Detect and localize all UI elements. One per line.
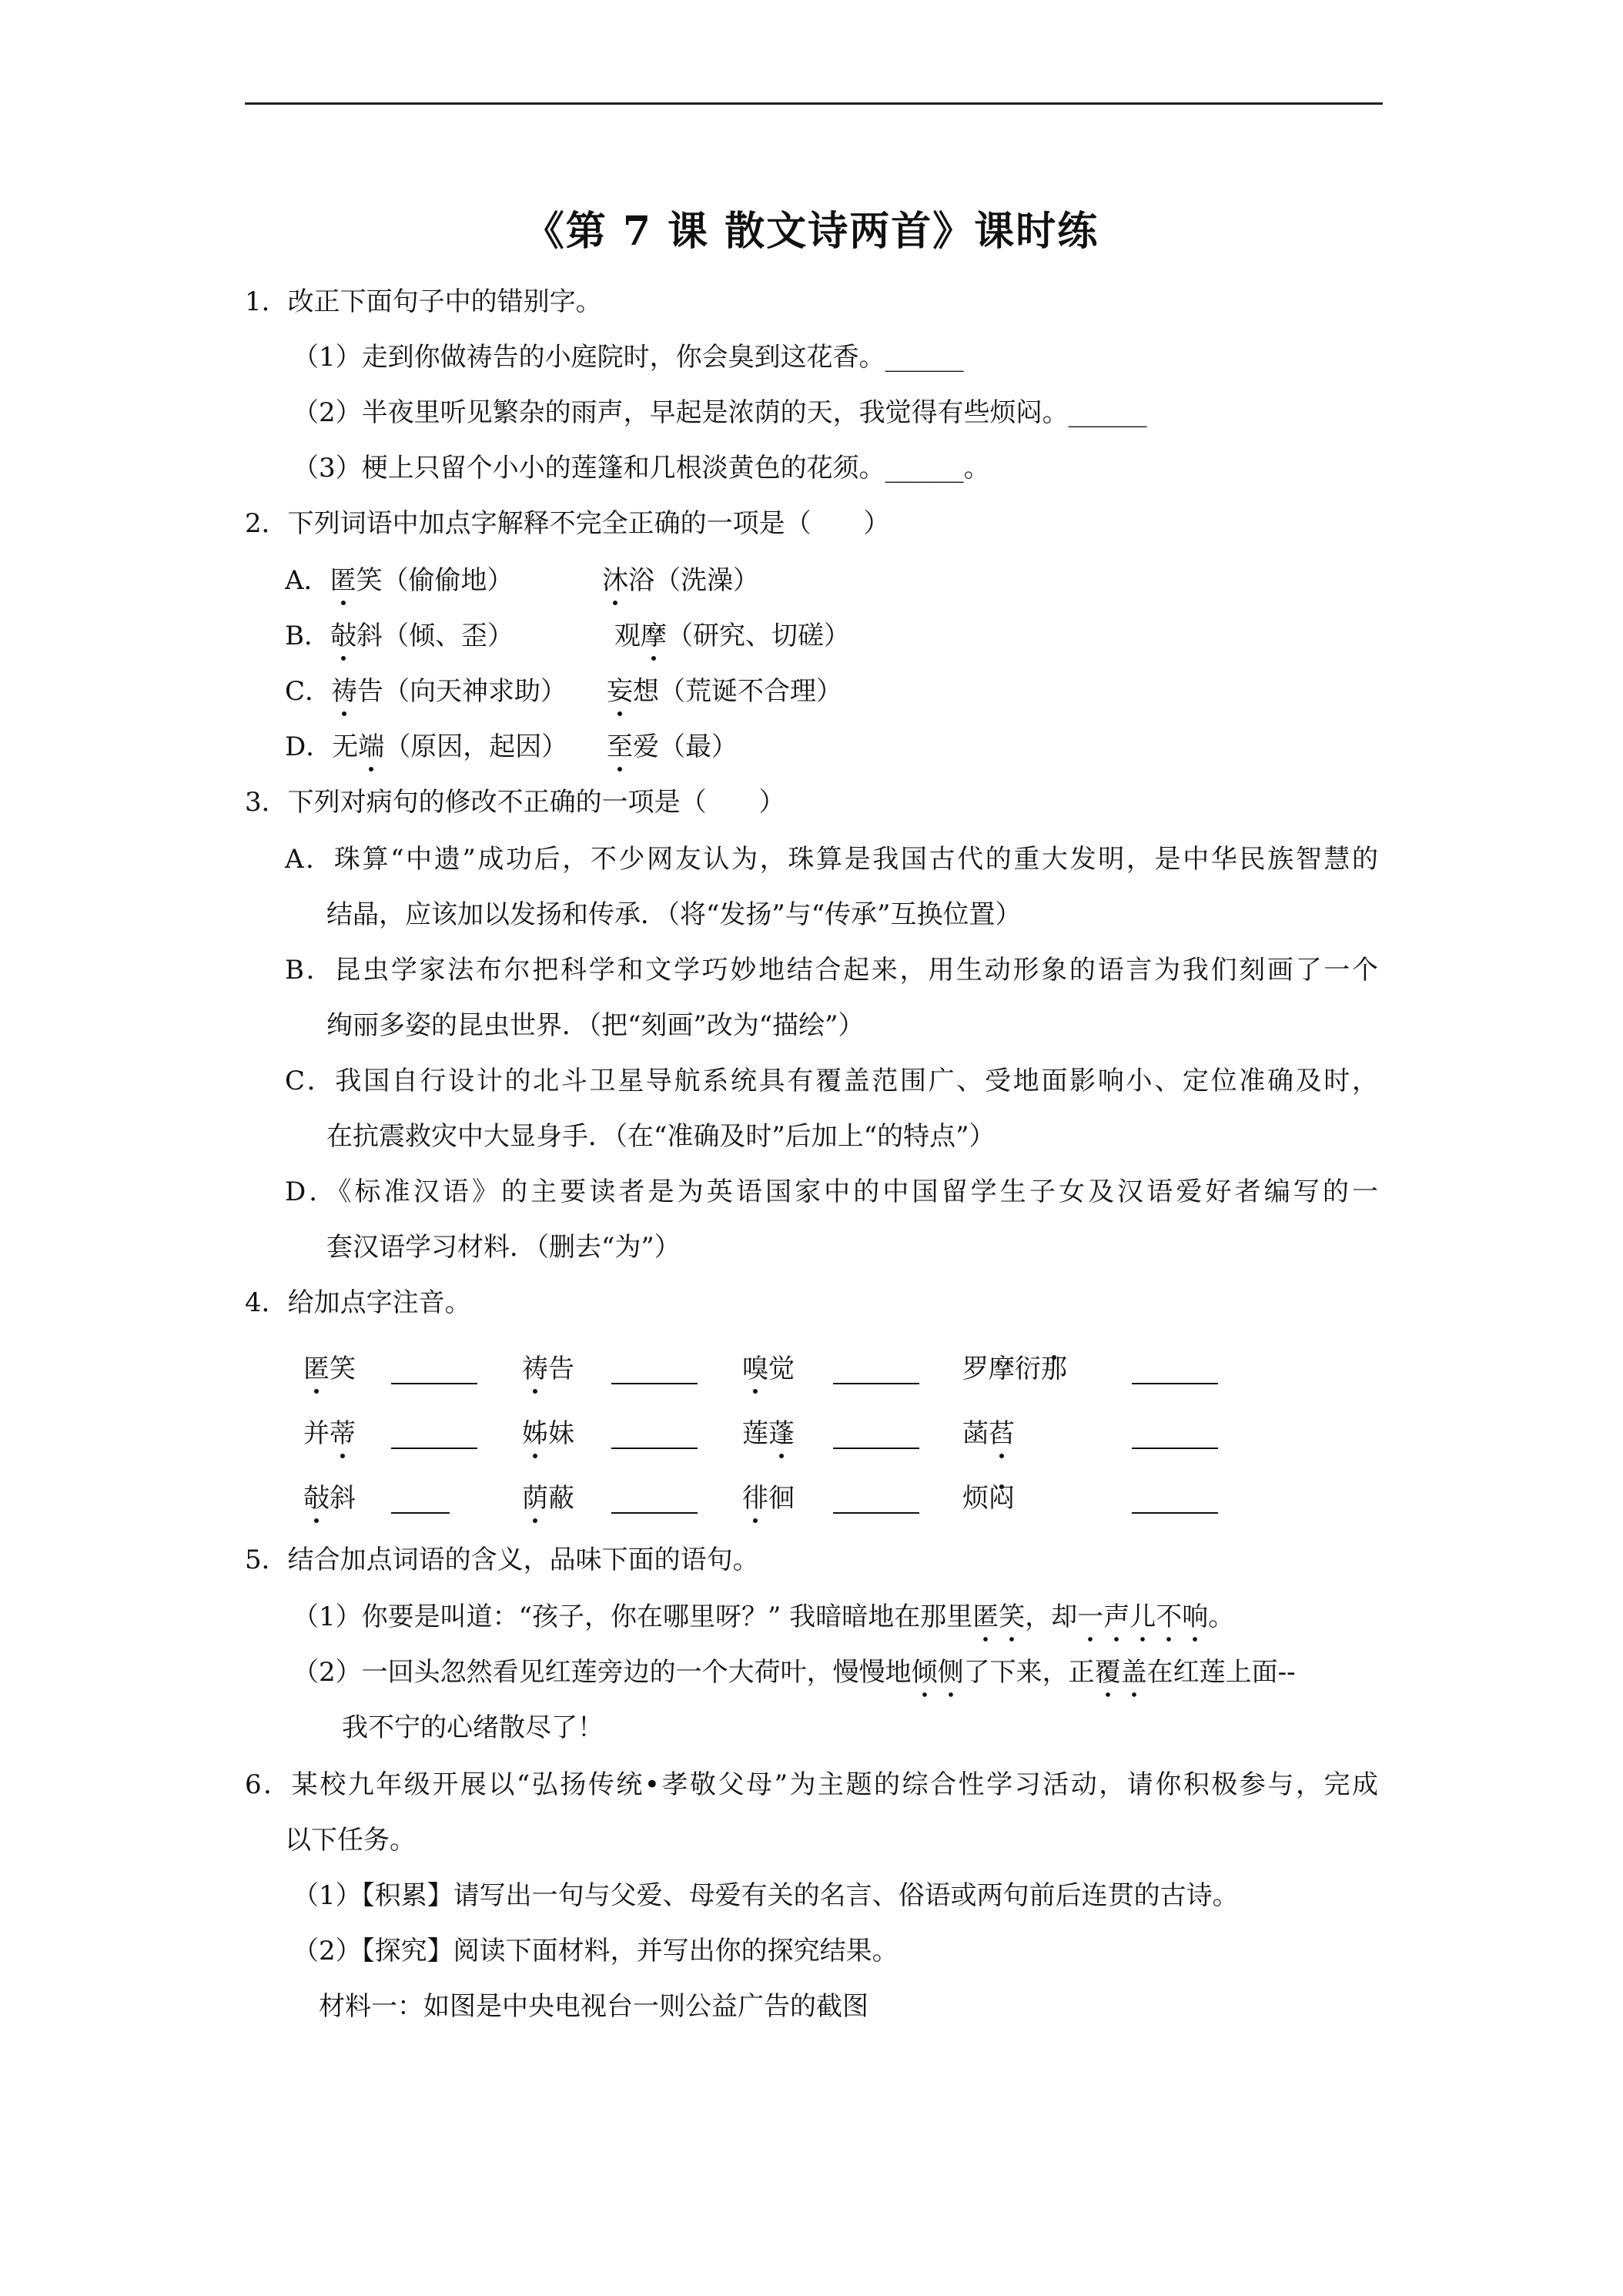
question-5-stem: 5．结合加点词语的含义，品味下面的语句。 bbox=[245, 1545, 759, 1575]
question-2-option-b: B．敧斜（倾、歪） bbox=[285, 621, 514, 651]
pinyin-word: 祷告 bbox=[522, 1354, 574, 1384]
question-6-material-1: 材料一：如图是中央电视台一则公益广告的截图 bbox=[319, 1991, 868, 2022]
dotted-phrase: 倾侧 bbox=[911, 1657, 964, 1688]
question-3-stem: 3．下列对病句的修改不正确的一项是（ ） bbox=[245, 787, 785, 818]
pinyin-word: 荫蔽 bbox=[522, 1483, 574, 1514]
answer-blank[interactable] bbox=[391, 1383, 477, 1384]
question-3-option-c-line2: 在抗震救灾中大显身手．（在“准确及时”后加上“的特点”） bbox=[326, 1121, 996, 1152]
pinyin-word: 匿笑 bbox=[303, 1354, 356, 1384]
question-4-stem: 4．给加点字注音。 bbox=[245, 1287, 471, 1318]
question-2-stem: 2．下列词语中加点字解释不完全正确的一项是（ ） bbox=[245, 508, 890, 539]
question-5-sentence-2-line2: 我不宁的心绪散尽了！ bbox=[342, 1712, 604, 1743]
question-6-task-2: （2）【探究】阅读下面材料，并写出你的探究结果。 bbox=[293, 1936, 899, 1966]
answer-blank[interactable] bbox=[391, 1448, 477, 1449]
dotted-phrase: 一声儿不响 bbox=[1077, 1602, 1209, 1632]
question-1-item-1: （1）走到你做祷告的小庭院时，你会臭到这花香。______ bbox=[293, 342, 964, 373]
question-2-option-b-word2: 观摩（研究、切磋） bbox=[614, 621, 850, 651]
answer-blank[interactable] bbox=[833, 1383, 919, 1384]
answer-blank[interactable] bbox=[391, 1512, 450, 1514]
answer-blank[interactable] bbox=[833, 1512, 919, 1514]
dotted-phrase: 覆盖 bbox=[1094, 1657, 1147, 1688]
question-2-option-c: C．祷告（向天神求助） bbox=[285, 676, 567, 707]
dotted-phrase: 匿笑 bbox=[972, 1602, 1026, 1632]
question-1-item-3: （3）梗上只留个小小的莲篷和几根淡黄色的花须。______。 bbox=[293, 453, 990, 484]
pinyin-word: 徘徊 bbox=[742, 1483, 795, 1514]
question-2-option-a: A．匿笑（偷偷地） bbox=[285, 565, 514, 596]
answer-blank[interactable] bbox=[611, 1448, 698, 1449]
question-6-line1: 6．某校九年级开展以“弘扬传统•孝敬父母”为主题的综合性学习活动，请你积极参与，完成 bbox=[245, 1769, 1378, 1800]
question-3-option-b-line2: 绚丽多姿的昆虫世界．（把“刻画”改为“描绘”） bbox=[326, 1010, 865, 1041]
answer-blank[interactable] bbox=[1132, 1512, 1218, 1514]
pinyin-word: 敧斜 bbox=[303, 1483, 356, 1514]
pinyin-word: 嗅觉 bbox=[742, 1354, 795, 1384]
question-1-item-2: （2）半夜里听见繁杂的雨声，早起是浓荫的天，我觉得有些烦闷。______ bbox=[293, 397, 1147, 428]
question-3-option-a-line1: A．珠算“中遗”成功后，不少网友认为，珠算是我国古代的重大发明，是中华民族智慧的 bbox=[285, 844, 1378, 875]
question-5-sentence-2: （2）一回头忽然看见红莲旁边的一个大荷叶，慢慢地倾侧了下来，正覆盖在红莲上面-- bbox=[293, 1657, 1296, 1688]
page-title: 《第 7 课 散文诗两首》课时练 bbox=[524, 208, 1099, 255]
answer-blank[interactable] bbox=[833, 1448, 919, 1449]
question-3-option-b-line1: B．昆虫学家法布尔把科学和文学巧妙地结合起来，用生动形象的语言为我们刻画了一个 bbox=[285, 955, 1378, 986]
question-6-line2: 以下任务。 bbox=[285, 1825, 416, 1856]
pinyin-word: 烦闷 bbox=[962, 1483, 1015, 1514]
pinyin-word: 并蒂 bbox=[303, 1418, 356, 1449]
pinyin-word: 菡萏 bbox=[962, 1418, 1015, 1449]
question-3-option-d-line2: 套汉语学习材料．（删去“为”） bbox=[326, 1232, 681, 1263]
question-3-option-d-line1: D．《标准汉语》的主要读者是为英语国家中的中国留学生子女及汉语爱好者编写的一 bbox=[285, 1176, 1378, 1207]
question-2-option-a-word2: 沐浴（洗澡） bbox=[602, 565, 759, 596]
answer-blank[interactable] bbox=[611, 1512, 698, 1514]
answer-blank[interactable] bbox=[1132, 1448, 1218, 1449]
question-6-task-1: （1）【积累】请写出一句与父爱、母爱有关的名言、俗语或两句前后连贯的古诗。 bbox=[293, 1880, 1239, 1911]
question-3-option-c-line1: C．我国自行设计的北斗卫星导航系统具有覆盖范围广、受地面影响小、定位准确及时， bbox=[285, 1066, 1378, 1096]
pinyin-word: 莲蓬 bbox=[742, 1418, 795, 1449]
question-5-sentence-1: （1）你要是叫道：“孩子，你在哪里呀？” 我暗暗地在那里匿笑，却一声儿不响。 bbox=[293, 1602, 1235, 1632]
pinyin-word: 罗摩衍那 bbox=[962, 1354, 1067, 1384]
answer-blank[interactable] bbox=[1132, 1383, 1218, 1384]
question-2-option-d-word2: 至爱（最） bbox=[607, 731, 738, 762]
header-rule bbox=[245, 102, 1383, 105]
answer-blank[interactable] bbox=[611, 1383, 698, 1384]
question-3-option-a-line2: 结晶，应该加以发扬和传承．（将“发扬”与“传承”互换位置） bbox=[326, 899, 1022, 930]
question-1-stem: 1．改正下面句子中的错别字。 bbox=[245, 286, 602, 317]
question-2-option-c-word2: 妄想（荒诞不合理） bbox=[607, 676, 842, 707]
pinyin-word: 姊妹 bbox=[522, 1418, 574, 1449]
question-2-option-d: D．无端（原因，起因） bbox=[285, 731, 568, 762]
